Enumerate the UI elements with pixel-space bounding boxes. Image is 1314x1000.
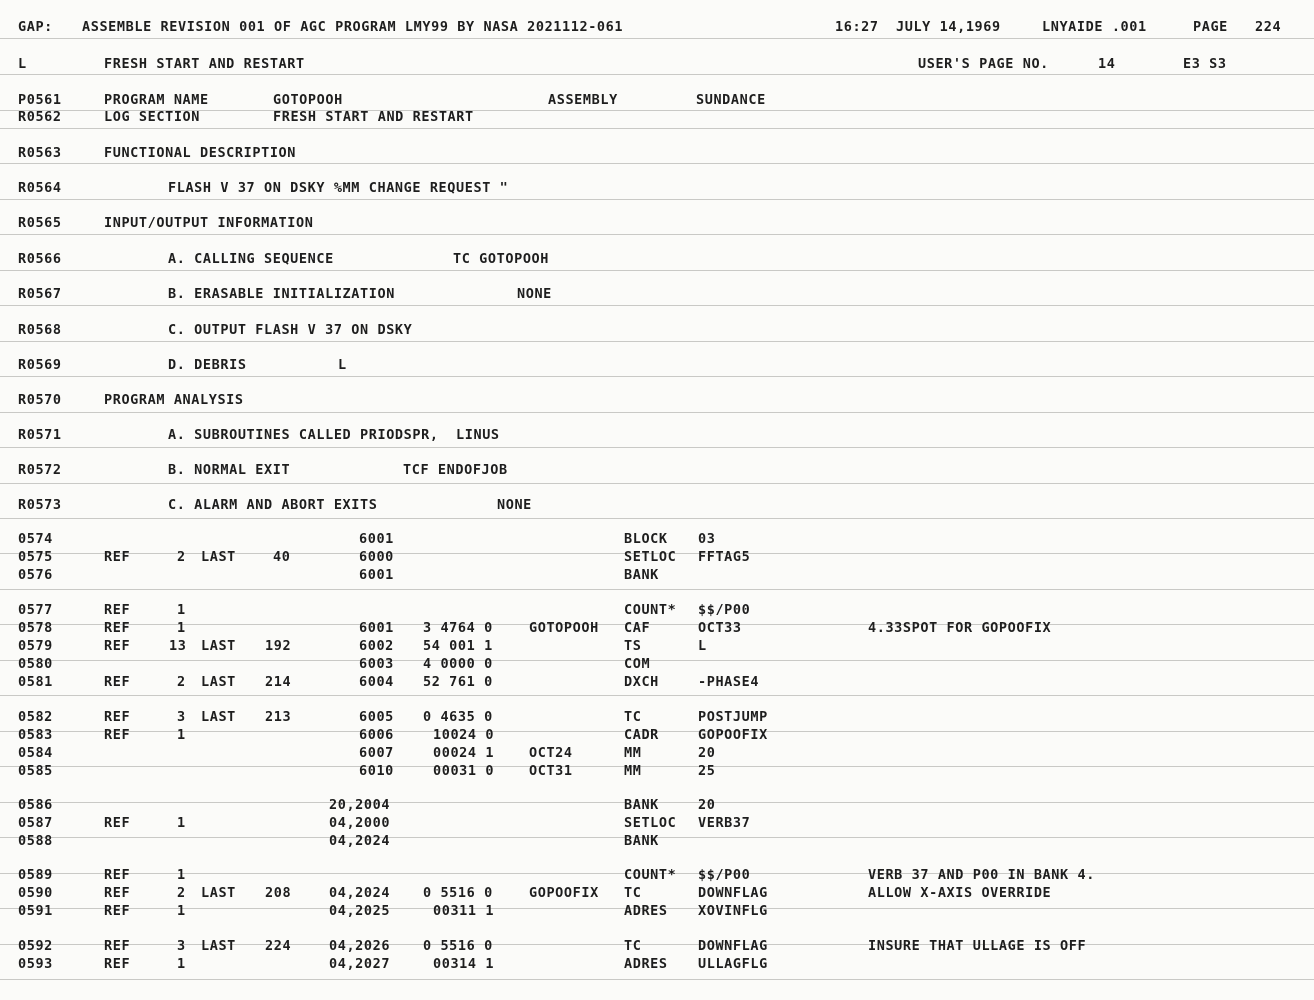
line-number: 0576: [18, 567, 53, 583]
address: 6010: [359, 763, 394, 779]
ref-count: 2: [177, 885, 186, 901]
address: 6001: [359, 567, 394, 583]
line-number: R0566: [18, 251, 62, 267]
line-number: P0561: [18, 92, 62, 108]
operand: FFTAG5: [698, 549, 751, 565]
comment-line: [0, 497, 1314, 515]
line-number: 0585: [18, 763, 53, 779]
comment-text: FRESH START AND RESTART: [273, 109, 474, 125]
address: 6007: [359, 745, 394, 761]
opcode: COUNT*: [624, 602, 677, 618]
opcode: CADR: [624, 727, 659, 743]
address: 6006: [359, 727, 394, 743]
code-line: [0, 549, 1314, 567]
octal-word: 0 5516 0: [423, 938, 493, 954]
comment-text: PROGRAM NAME: [104, 92, 209, 108]
last-page: 192: [265, 638, 292, 654]
code-comment: VERB 37 AND P00 IN BANK 4.: [868, 867, 1095, 883]
operand: 03: [698, 531, 716, 547]
ref-marker: REF: [104, 938, 131, 954]
line-number: R0567: [18, 286, 62, 302]
last-page: 208: [265, 885, 292, 901]
code-line: [0, 638, 1314, 656]
code-line: [0, 567, 1314, 585]
symbol-label: GOPOOFIX: [529, 885, 599, 901]
line-number: 0578: [18, 620, 53, 636]
user-page-number: 14: [1098, 56, 1116, 72]
line-number: 0582: [18, 709, 53, 725]
octal-word: 0 4635 0: [423, 709, 493, 725]
opcode: SETLOC: [624, 549, 677, 565]
code-line: [0, 938, 1314, 956]
last-marker: LAST: [201, 549, 236, 565]
code-line: [0, 620, 1314, 638]
comment-line: [0, 286, 1314, 304]
operand: -PHASE4: [698, 674, 760, 690]
address: 6001: [359, 620, 394, 636]
ref-marker: REF: [104, 867, 131, 883]
address: 04,2027: [329, 956, 391, 972]
ref-marker: REF: [104, 903, 131, 919]
ref-marker: REF: [104, 815, 131, 831]
comment-text: A. CALLING SEQUENCE: [168, 251, 334, 267]
comment-text: LOG SECTION: [104, 109, 201, 125]
ref-marker: REF: [104, 956, 131, 972]
last-page: 213: [265, 709, 292, 725]
code-line: [0, 956, 1314, 974]
ref-count: 1: [177, 956, 186, 972]
section-header: [0, 56, 1314, 74]
ref-marker: REF: [104, 620, 131, 636]
address: 04,2024: [329, 885, 391, 901]
operand: POSTJUMP: [698, 709, 768, 725]
line-number: 0579: [18, 638, 53, 654]
address: 04,2026: [329, 938, 391, 954]
code-line: [0, 815, 1314, 833]
ref-count: 3: [177, 709, 186, 725]
last-marker: LAST: [201, 938, 236, 954]
line-number: 0575: [18, 549, 53, 565]
line-number: 0581: [18, 674, 53, 690]
address: 6001: [359, 531, 394, 547]
line-number: R0563: [18, 145, 62, 161]
octal-word: 00024 1: [433, 745, 495, 761]
operand: DOWNFLAG: [698, 938, 768, 954]
comment-line: [0, 322, 1314, 340]
opcode: ADRES: [624, 903, 668, 919]
ref-marker: REF: [104, 709, 131, 725]
line-number: 0587: [18, 815, 53, 831]
ref-count: 1: [177, 620, 186, 636]
section-code: E3 S3: [1183, 56, 1227, 72]
ref-marker: REF: [104, 602, 131, 618]
operand: 20: [698, 797, 716, 813]
ref-count: 1: [177, 867, 186, 883]
line-number: R0564: [18, 180, 62, 196]
opcode: BANK: [624, 833, 659, 849]
code-line: [0, 745, 1314, 763]
code-line: [0, 602, 1314, 620]
code-line: [0, 763, 1314, 781]
ref-marker: REF: [104, 549, 131, 565]
line-number: 0583: [18, 727, 53, 743]
comment-line: [0, 145, 1314, 163]
comment-text: TC GOTOPOOH: [453, 251, 550, 267]
opcode: TC: [624, 938, 642, 954]
ref-count: 2: [177, 674, 186, 690]
operand: L: [698, 638, 707, 654]
comment-text: A. SUBROUTINES CALLED PRIODSPR, LINUS: [168, 427, 500, 443]
code-comment: ALLOW X-AXIS OVERRIDE: [868, 885, 1052, 901]
ref-count: 13: [169, 638, 187, 654]
code-line: [0, 709, 1314, 727]
comment-text: PROGRAM ANALYSIS: [104, 392, 244, 408]
opcode: TS: [624, 638, 642, 654]
address: 04,2000: [329, 815, 391, 831]
comment-line: [0, 462, 1314, 480]
operand: 20: [698, 745, 716, 761]
comment-text: C. OUTPUT FLASH V 37 ON DSKY: [168, 322, 413, 338]
code-line: [0, 867, 1314, 885]
header-title: ASSEMBLE REVISION 001 OF AGC PROGRAM LMY99 BY NASA 2021112-061: [82, 19, 624, 35]
comment-text: B. NORMAL EXIT: [168, 462, 291, 478]
comment-text: TCF ENDOFJOB: [403, 462, 508, 478]
opcode: TC: [624, 709, 642, 725]
comment-line: [0, 392, 1314, 410]
line-number: R0570: [18, 392, 62, 408]
opcode: TC: [624, 885, 642, 901]
header-user: LNYAIDE .001: [1042, 19, 1147, 35]
ref-marker: REF: [104, 885, 131, 901]
line-number: 0586: [18, 797, 53, 813]
last-marker: LAST: [201, 674, 236, 690]
header-time: 16:27: [835, 19, 879, 35]
octal-word: 00311 1: [433, 903, 495, 919]
comment-text: NONE: [497, 497, 532, 513]
line-number: 0574: [18, 531, 53, 547]
comment-text: L: [338, 357, 347, 373]
last-page: 40: [273, 549, 291, 565]
code-comment: 4.33SPOT FOR GOPOOFIX: [868, 620, 1052, 636]
line-number: 0584: [18, 745, 53, 761]
opcode: COUNT*: [624, 867, 677, 883]
code-line: [0, 885, 1314, 903]
header-date: JULY 14,1969: [896, 19, 1001, 35]
comment-line: [0, 427, 1314, 445]
code-line: [0, 674, 1314, 692]
line-number: 0591: [18, 903, 53, 919]
address: 04,2024: [329, 833, 391, 849]
comment-line: [0, 92, 1314, 110]
address: 6000: [359, 549, 394, 565]
comment-text: FLASH V 37 ON DSKY %MM CHANGE REQUEST ": [168, 180, 509, 196]
code-comment: INSURE THAT ULLAGE IS OFF: [868, 938, 1087, 954]
address: 20,2004: [329, 797, 391, 813]
code-line: [0, 833, 1314, 851]
operand: ULLAGFLG: [698, 956, 768, 972]
ref-count: 2: [177, 549, 186, 565]
comment-text: FUNCTIONAL DESCRIPTION: [104, 145, 297, 161]
octal-word: 4 0000 0: [423, 656, 493, 672]
symbol-label: OCT31: [529, 763, 573, 779]
octal-word: 0 5516 0: [423, 885, 493, 901]
comment-line: [0, 251, 1314, 269]
address: 6004: [359, 674, 394, 690]
ref-count: 1: [177, 727, 186, 743]
line-number: R0572: [18, 462, 62, 478]
section-flag: L: [18, 56, 27, 72]
line-number: 0580: [18, 656, 53, 672]
ref-count: 1: [177, 903, 186, 919]
line-number: R0573: [18, 497, 62, 513]
octal-word: 3 4764 0: [423, 620, 493, 636]
ref-count: 3: [177, 938, 186, 954]
line-number: 0588: [18, 833, 53, 849]
octal-word: 00031 0: [433, 763, 495, 779]
ref-marker: REF: [104, 674, 131, 690]
ref-marker: REF: [104, 638, 131, 654]
last-marker: LAST: [201, 709, 236, 725]
comment-text: GOTOPOOH: [273, 92, 343, 108]
line-number: R0565: [18, 215, 62, 231]
octal-word: 10024 0: [433, 727, 495, 743]
operand: DOWNFLAG: [698, 885, 768, 901]
comment-text: SUNDANCE: [696, 92, 766, 108]
last-page: 224: [265, 938, 292, 954]
operand: XOVINFLG: [698, 903, 768, 919]
octal-word: 54 001 1: [423, 638, 493, 654]
opcode: BLOCK: [624, 531, 668, 547]
ref-marker: REF: [104, 727, 131, 743]
opcode: DXCH: [624, 674, 659, 690]
last-page: 214: [265, 674, 292, 690]
operand: $$/P00: [698, 602, 751, 618]
symbol-label: OCT24: [529, 745, 573, 761]
header-page-number: 224: [1255, 19, 1282, 35]
opcode: SETLOC: [624, 815, 677, 831]
address: 6002: [359, 638, 394, 654]
operand: GOPOOFIX: [698, 727, 768, 743]
address: 04,2025: [329, 903, 391, 919]
last-marker: LAST: [201, 638, 236, 654]
comment-text: C. ALARM AND ABORT EXITS: [168, 497, 378, 513]
ref-count: 1: [177, 815, 186, 831]
section-title: FRESH START AND RESTART: [104, 56, 305, 72]
header-page-label: PAGE: [1193, 19, 1228, 35]
operand: $$/P00: [698, 867, 751, 883]
opcode: CAF: [624, 620, 651, 636]
address: 6005: [359, 709, 394, 725]
comment-text: ASSEMBLY: [548, 92, 618, 108]
line-number: R0571: [18, 427, 62, 443]
ref-count: 1: [177, 602, 186, 618]
code-line: [0, 727, 1314, 745]
code-line: [0, 903, 1314, 921]
octal-word: 52 761 0: [423, 674, 493, 690]
operand: OCT33: [698, 620, 742, 636]
operand: VERB37: [698, 815, 751, 831]
code-line: [0, 797, 1314, 815]
opcode: MM: [624, 763, 642, 779]
comment-text: D. DEBRIS: [168, 357, 247, 373]
opcode: BANK: [624, 797, 659, 813]
header-prefix: GAP:: [18, 19, 53, 35]
operand: 25: [698, 763, 716, 779]
comment-line: [0, 357, 1314, 375]
code-line: [0, 531, 1314, 549]
comment-text: NONE: [517, 286, 552, 302]
octal-word: 00314 1: [433, 956, 495, 972]
last-marker: LAST: [201, 885, 236, 901]
opcode: COM: [624, 656, 651, 672]
comment-line: [0, 109, 1314, 127]
opcode: BANK: [624, 567, 659, 583]
symbol-label: GOTOPOOH: [529, 620, 599, 636]
opcode: MM: [624, 745, 642, 761]
line-number: R0568: [18, 322, 62, 338]
opcode: ADRES: [624, 956, 668, 972]
comment-text: INPUT/OUTPUT INFORMATION: [104, 215, 314, 231]
comment-line: [0, 180, 1314, 198]
line-number: R0569: [18, 357, 62, 373]
line-number: 0592: [18, 938, 53, 954]
code-line: [0, 656, 1314, 674]
line-number: 0577: [18, 602, 53, 618]
line-number: 0593: [18, 956, 53, 972]
comment-line: [0, 215, 1314, 233]
address: 6003: [359, 656, 394, 672]
user-page-label: USER'S PAGE NO.: [918, 56, 1049, 72]
comment-text: B. ERASABLE INITIALIZATION: [168, 286, 395, 302]
listing-header: [0, 19, 1314, 37]
line-number: R0562: [18, 109, 62, 125]
line-number: 0589: [18, 867, 53, 883]
line-number: 0590: [18, 885, 53, 901]
